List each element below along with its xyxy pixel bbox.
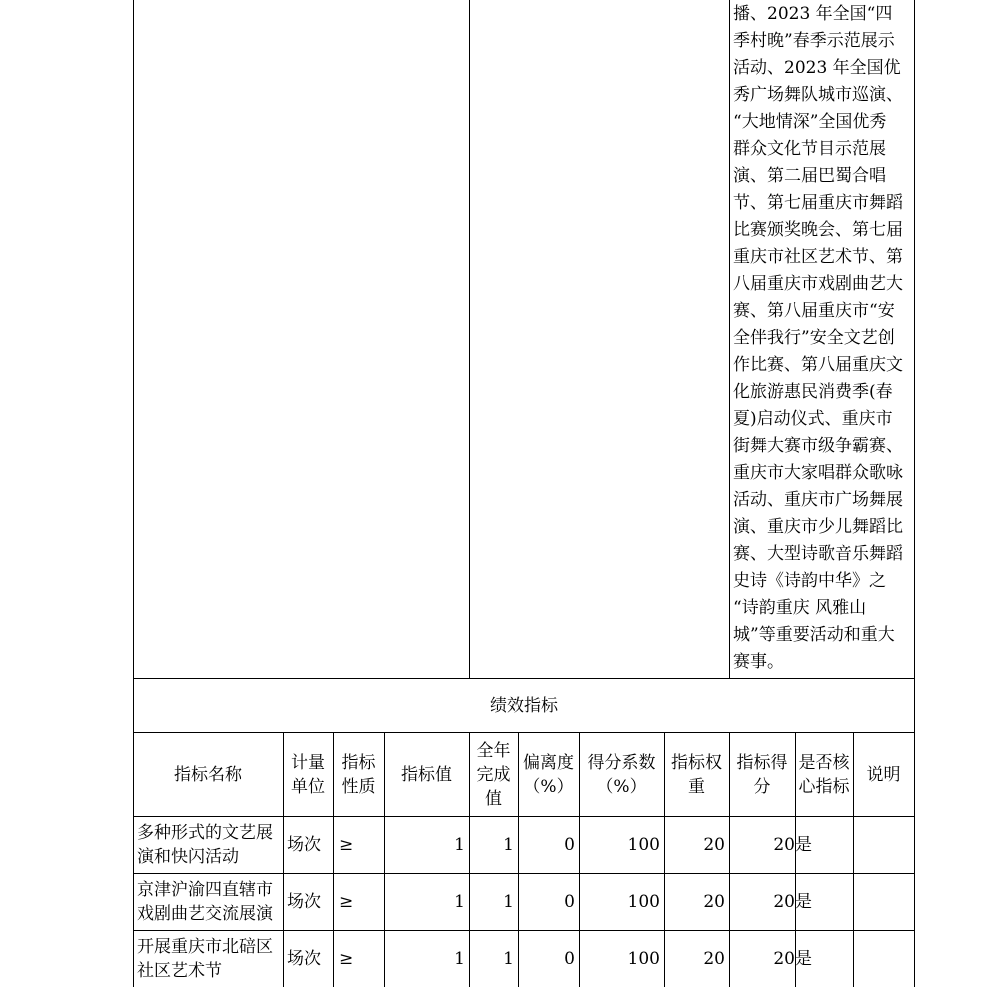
table-row-note <box>853 931 914 987</box>
table-row-deviation: 0 <box>564 949 575 969</box>
table-row-nature: ≥ <box>339 949 354 969</box>
text-line: 重 <box>688 776 705 797</box>
description-line: 城”等重要活动和重大 <box>733 625 895 645</box>
table-row-target: 1 <box>454 835 465 855</box>
table-row-name <box>133 874 283 930</box>
table-row-unit: 场次 <box>287 892 321 912</box>
table-row-actual: 1 <box>503 835 514 855</box>
description-line: 八届重庆市戏剧曲艺大 <box>733 274 903 294</box>
table-row-score: 20 <box>773 835 795 855</box>
section-title: 绩效指标 <box>490 695 558 716</box>
description-line: 史诗《诗韵中华》之 <box>733 571 886 591</box>
text-line: 京津沪渝四直辖市 <box>137 880 273 900</box>
text-line: 分 <box>753 776 771 797</box>
text-line: 开展重庆市北碚区 <box>137 937 273 957</box>
header-core-indicator <box>795 733 853 816</box>
text-line: 全年 <box>476 740 511 761</box>
text-line: 演和快闪活动 <box>137 847 239 867</box>
table-row-weight: 20 <box>703 892 725 912</box>
performance-table <box>133 0 915 987</box>
text-line: （%） <box>596 776 647 797</box>
description-line: 赛、大型诗歌音乐舞蹈 <box>733 544 903 564</box>
header-target-value <box>384 733 469 816</box>
text-line: 指标得 <box>736 752 788 773</box>
description-line: 重庆市社区艺术节、第 <box>733 247 903 267</box>
description-line: 比赛颁奖晚会、第七届 <box>733 220 903 240</box>
table-row-coefficient: 100 <box>627 892 660 912</box>
description-line: 重庆市大家唱群众歌咏 <box>733 463 903 483</box>
table-row-core: 是 <box>795 892 812 912</box>
text-line: 说明 <box>866 764 901 785</box>
table-row-name <box>133 817 283 873</box>
text-line: 性质 <box>341 776 376 797</box>
table-row-weight: 20 <box>703 949 725 969</box>
description-line: 夏)启动仪式、重庆市 <box>733 409 893 429</box>
table-row-coefficient: 100 <box>627 949 660 969</box>
table-row-target: 1 <box>454 892 465 912</box>
table-row-deviation: 0 <box>564 835 575 855</box>
table-row-nature: ≥ <box>339 892 354 912</box>
description-line: 化旅游惠民消费季(春 <box>733 382 893 402</box>
table-row-core: 是 <box>795 835 812 855</box>
text-line: 完成 <box>476 764 511 785</box>
header-actual-value <box>469 733 518 816</box>
description-line: 街舞大赛市级争霸赛、 <box>733 436 903 456</box>
table-row-unit: 场次 <box>287 835 321 855</box>
description-line: 季村晚”春季示范展示 <box>733 31 895 51</box>
header-score-coefficient <box>579 733 664 816</box>
description-line: 赛、第八届重庆市“安 <box>733 301 895 321</box>
table-row-name <box>133 931 283 987</box>
text-line: 指标 <box>341 752 376 773</box>
text-line: 社区艺术节 <box>137 961 222 981</box>
description-line: 演、第二届巴蜀合唱 <box>733 166 886 186</box>
table-row-target: 1 <box>454 949 465 969</box>
header-weight <box>664 733 729 816</box>
text-line: 单位 <box>291 776 325 797</box>
header-deviation <box>518 733 579 816</box>
table-row-weight: 20 <box>703 835 725 855</box>
table-row-note <box>853 874 914 930</box>
text-line: 指标权 <box>671 752 722 773</box>
table-row-coefficient: 100 <box>627 835 660 855</box>
description-line: 全伴我行”安全文艺创 <box>733 328 895 348</box>
text-line: 计量 <box>291 752 325 773</box>
text-line: 心指标 <box>798 776 850 797</box>
text-line: 是否核 <box>798 752 850 773</box>
table-row-deviation: 0 <box>564 892 575 912</box>
table-row-actual: 1 <box>503 892 514 912</box>
table-row-actual: 1 <box>503 949 514 969</box>
table-row-unit: 场次 <box>287 949 321 969</box>
description-line: 活动、重庆市广场舞展 <box>733 490 903 510</box>
description-line: 赛事。 <box>733 652 784 672</box>
header-note <box>853 733 914 816</box>
text-line: 指标名称 <box>174 764 242 785</box>
text-line: （%） <box>523 776 574 797</box>
text-line: 指标值 <box>401 764 452 785</box>
description-line: 秀广场舞队城市巡演、 <box>733 85 903 105</box>
activity-description <box>733 1 915 676</box>
table-row-score: 20 <box>773 892 795 912</box>
table-row-score: 20 <box>773 949 795 969</box>
header-nature <box>333 733 384 816</box>
text-line: 得分系数 <box>587 752 656 773</box>
description-line: 活动、2023 年全国优 <box>733 58 901 78</box>
header-unit <box>283 733 333 816</box>
text-line: 偏离度 <box>523 752 574 773</box>
description-line: 作比赛、第八届重庆文 <box>733 355 903 375</box>
description-line: 演、重庆市少儿舞蹈比 <box>733 517 903 537</box>
description-line: 群众文化节目示范展 <box>733 139 886 159</box>
description-line: 播、2023 年全国“四 <box>733 4 893 24</box>
table-row-core: 是 <box>795 949 812 969</box>
header-indicator-name <box>133 733 283 816</box>
upper-divider-2 <box>729 0 730 678</box>
text-line: 戏剧曲艺交流展演 <box>137 904 273 924</box>
table-row-note <box>853 817 914 873</box>
text-line: 多种形式的文艺展 <box>137 823 273 843</box>
description-line: “大地情深”全国优秀 <box>733 112 887 132</box>
header-score <box>729 733 795 816</box>
description-line: “诗韵重庆 风雅山 <box>733 598 867 618</box>
description-line: 节、第七届重庆市舞蹈 <box>733 193 903 213</box>
table-row-nature: ≥ <box>339 835 354 855</box>
upper-divider-1 <box>469 0 470 678</box>
text-line: 值 <box>485 788 502 809</box>
